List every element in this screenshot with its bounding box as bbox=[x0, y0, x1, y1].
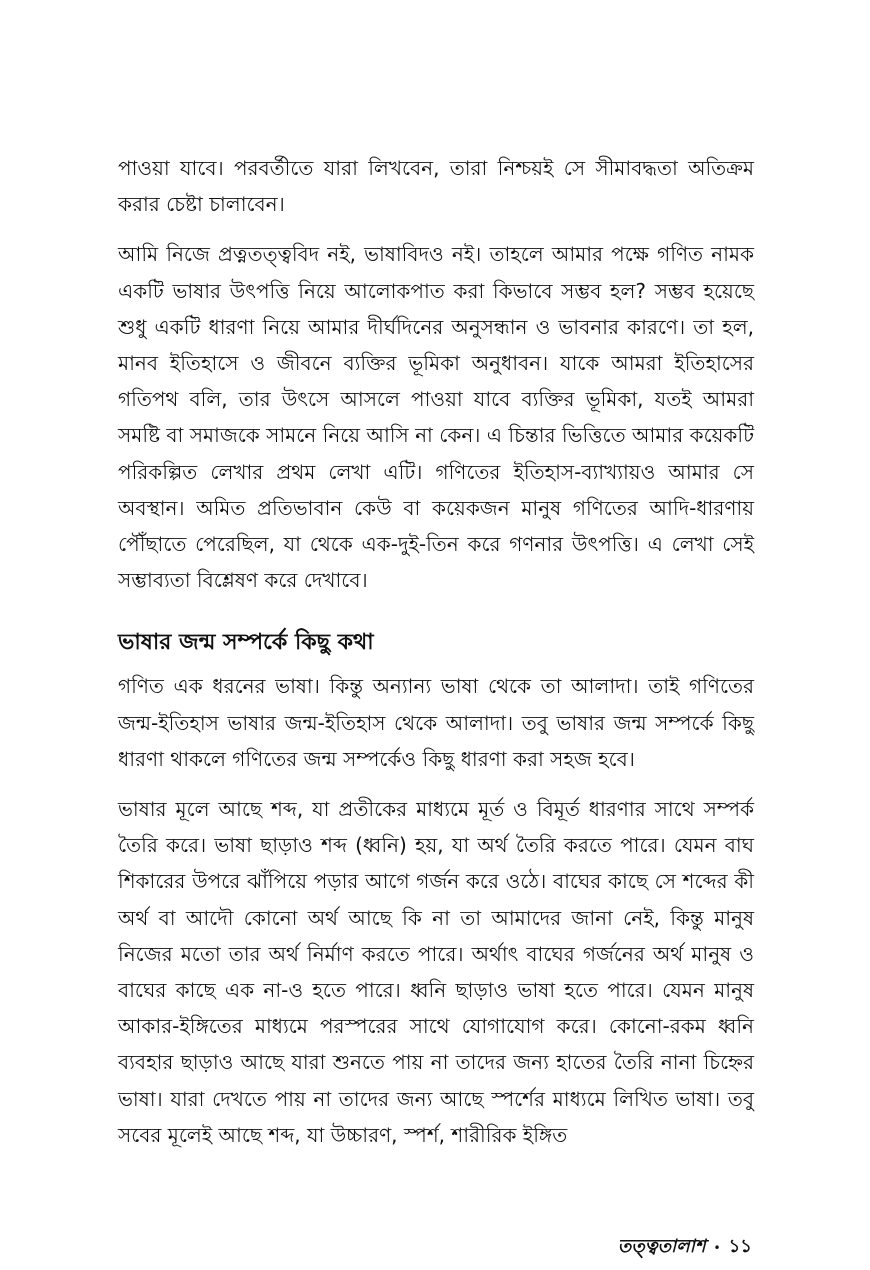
page-body bbox=[118, 150, 754, 1153]
footer-separator: • bbox=[713, 1240, 721, 1255]
paragraph-2: আমি নিজে প্রত্নতত্ত্ববিদ নই, ভাষাবিদও নই। তাহলে আমার পক্ষে গণিত নামক একটি ভাষার উৎপত্তি নিয়ে আলোকপাত করা কিভাবে সম্ভব হল? সম্ভব হয়েছে শুধু একটি ধারণা নিয়ে আমার দীর্ঘদিনের অনুসন্ধান ও ভাবনার কারণে। তা হল, মানব ইতিহাসে ও জীবনে ব্যক্তির ভূমিকা অনুধাবন। যাকে আমরা ইতিহাসের গতিপথ বলি, তার উৎসে আসলে পাওয়া যাবে ব্যক্তির ভূমিকা, যতই আমরা সমষ্টি বা সমাজকে সামনে নিয়ে আসি না কেন। এ চিন্তার ভিত্তিতে আমার কয়েকটি পরিকল্পিত লেখার প্রথম লেখা এটি। গণিতের ইতিহাস-ব্যাখ্যায়ও আমার সে অবস্থান। অমিত প্রতিভাবান কেউ বা কয়েকজন মানুষ গণিতের আদি-ধারণায় পৌঁছাতে পেরেছিল, যা থেকে এক-দুই-তিন করে গণনার উৎপত্তি। এ লেখা সেই সম্ভাব্যতা বিশ্লেষণ করে দেখাবে। bbox=[118, 242, 754, 593]
section-heading: ভাষার জন্ম সম্পর্কে কিছু কথা bbox=[118, 630, 374, 656]
paragraph-3: গণিত এক ধরনের ভাষা। কিন্তু অন্যান্য ভাষা থেকে তা আলাদা। তাই গণিতের জন্ম-ইতিহাস ভাষার জন্ম-ইতিহাস থেকে আলাদা। তবু ভাষার জন্ম সম্পর্কে কিছু ধারণা থাকলে গণিতের জন্ম সম্পর্কেও কিছু ধারণা করা সহজ হবে। bbox=[118, 674, 754, 771]
footer-book-title: তত্ত্বতালাশ bbox=[617, 1236, 706, 1257]
page-footer bbox=[618, 1232, 752, 1263]
paragraph-4: ভাষার মূলে আছে শব্দ, যা প্রতীকের মাধ্যমে মূর্ত ও বিমূর্ত ধারণার সাথে সম্পর্ক তৈরি করে। ভাষা ছাড়াও শব্দ (ধ্বনি) হয়, যা অর্থ তৈরি করতে পারে। যেমন বাঘ শিকারের উপরে ঝাঁপিয়ে পড়ার আগে গর্জন করে ওঠে। বাঘের কাছে সে শব্দের কী অর্থ বা আদৌ কোনো অর্থ আছে কি না তা আমাদের জানা নেই, কিন্তু মানুষ নিজের মতো তার অর্থ নির্মাণ করতে পারে। অর্থাৎ বাঘের গর্জনের অর্থ মানুষ ও বাঘের কাছে এক না-ও হতে পারে। ধ্বনি ছাড়াও ভাষা হতে পারে। যেমন মানুষ আকার-ইঙ্গিতের মাধ্যমে পরস্পরের সাথে যোগাযোগ করে। কোনো-রকম ধ্বনি ব্যবহার ছাড়াও আছে যারা শুনতে পায় না তাদের জন্য হাতের তৈরি নানা চিহ্নের ভাষা। যারা দেখতে পায় না তাদের জন্য আছে স্পর্শের মাধ্যমে লিখিত ভাষা। তবু সবের মূলেই আছে শব্দ, যা উচ্চারণ, স্পর্শ, শারীরিক ইঙ্গিত bbox=[118, 797, 754, 1147]
page-number: ১১ bbox=[728, 1236, 752, 1257]
paragraph-1: পাওয়া যাবে। পরবর্তীতে যারা লিখবেন, তারা নিশ্চয়ই সে সীমাবদ্ধতা অতিক্রম করার চেষ্টা চালাবেন। bbox=[118, 156, 754, 217]
